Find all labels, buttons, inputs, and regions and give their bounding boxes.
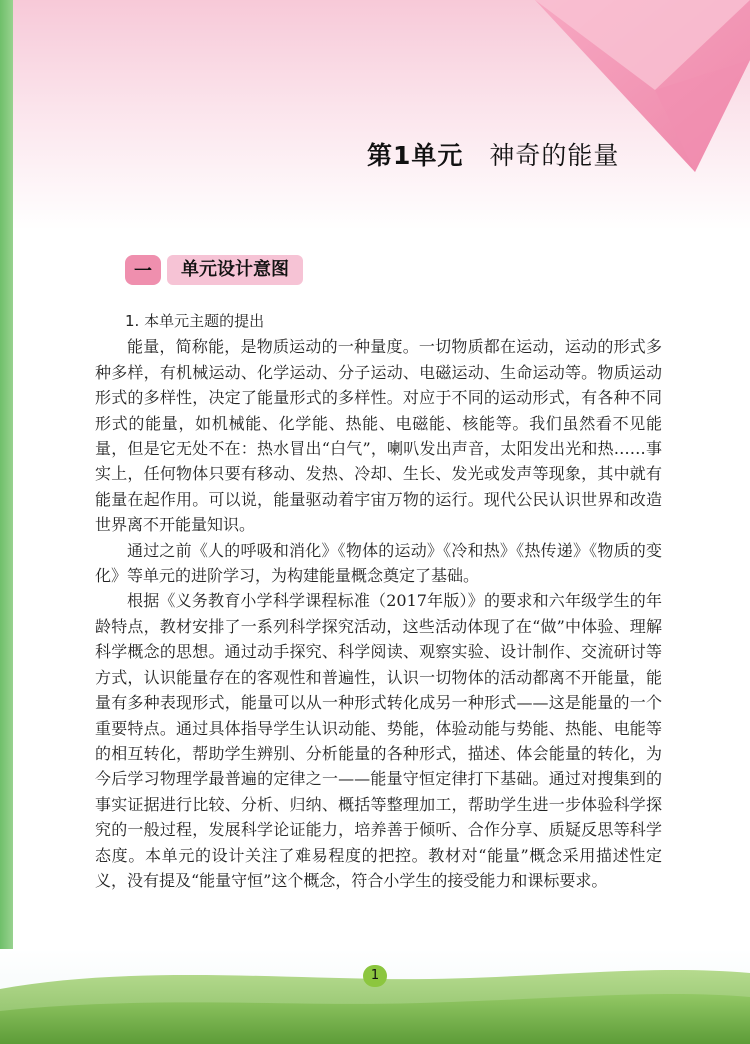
page-number: 1 <box>363 965 387 987</box>
grass-hills-decoration <box>0 949 750 1044</box>
section-title: 单元设计意图 <box>167 255 303 285</box>
unit-number: 第1单元 <box>367 141 464 170</box>
section-number-badge: 一 <box>125 255 161 285</box>
section-heading <box>125 255 303 285</box>
unit-title <box>367 136 619 172</box>
left-margin-bar <box>0 0 13 1044</box>
paragraph-2: 通过之前《人的呼吸和消化》《物体的运动》《冷和热》《热传递》《物质的变化》等单元的进阶学习，为构建能量概念奠定了基础。 <box>95 540 662 586</box>
paragraph-3: 根据《义务教育小学科学课程标准（2017年版）》的要求和六年级学生的年龄特点，教材安排了一系列科学探究活动，这些活动体现了在“做”中体验、理解科学概念的思想。通过动手探究、科学阅读、观察实验、设计制作、交流研讨等方式，认识能量存在的客观性和普遍性，认识一切物体的活动都离不开能量，能量有多种表现形式，能量可以从一种形式转化成另一种形式——这是能量的一个重要特点。通过具体指导学生认识动能、势能，体验动能与势能、热能、电能等的相互转化，帮助学生辨别、分析能量的各种形式，描述、体会能量的转化，为今后学习物理学最普遍的定律之一——能量守恒定律打下基础。通过对搜集到的事实证据进行比较、分析、归纳、概括等整理加工，帮助学生进一步体验科学探究的一般过程，发展科学论证能力，培养善于倾听、合作分享、质疑反思等科学态度。本单元的设计关注了难易程度的把控。教材对“能量”概念采用描述性定义，没有提及“能量守恒”这个概念，符合小学生的接受能力和课标要求。 <box>95 591 662 890</box>
unit-name: 神奇的能量 <box>489 141 620 170</box>
subsection-heading: 1. 本单元主题的提出 <box>125 312 265 330</box>
paragraph-1: 能量，简称能，是物质运动的一种量度。一切物质都在运动，运动的形式多种多样，有机械运动、化学运动、分子运动、电磁运动、生命运动等。物质运动形式的多样性，决定了能量形式的多样性。对应于不同的运动形式，有各种不同形式的能量，如机械能、化学能、热能、电磁能、核能等。我们虽然看不见能量，但是它无处不在：热水冒出“白气”，喇叭发出声音，太阳发出光和热……事实上，任何物体只要有移动、发热、冷却、生长、发光或发声等现象，其中就有能量在起作用。可以说，能量驱动着宇宙万物的运行。现代公民认识世界和改造世界离不开能量知识。 <box>95 337 662 535</box>
body-text <box>95 309 662 893</box>
